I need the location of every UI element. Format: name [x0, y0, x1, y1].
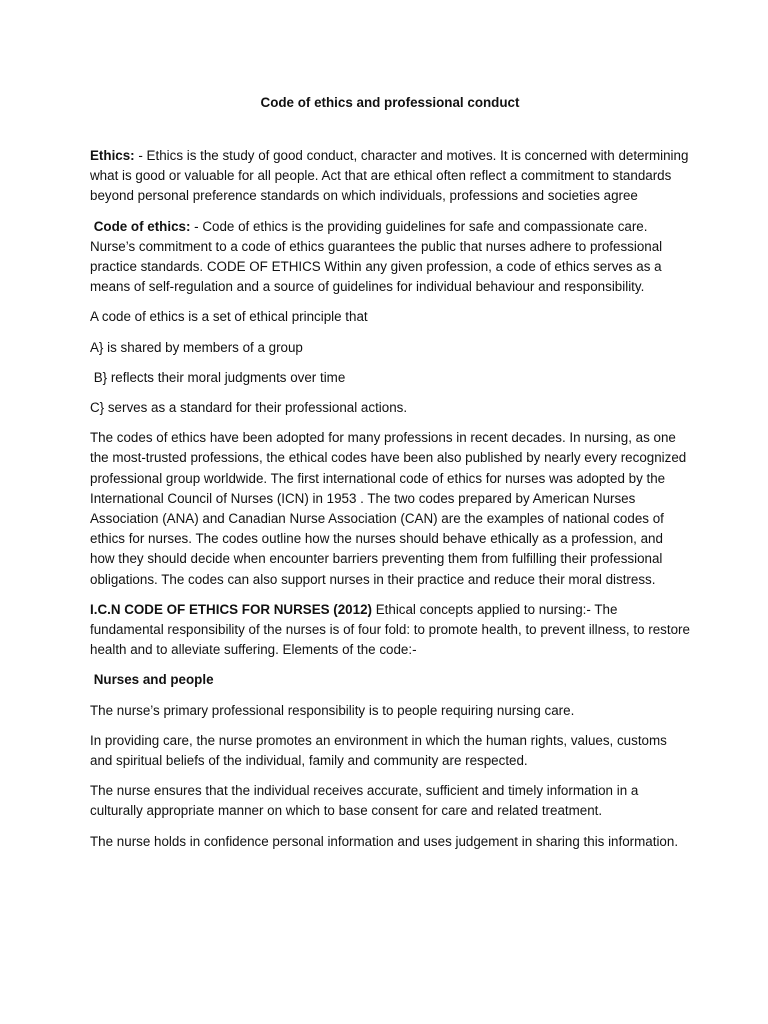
- section-paragraph: The nurse holds in confidence personal information and uses judgement in sharing this information.: [90, 833, 679, 849]
- section-heading: Nurses and people: [90, 672, 214, 688]
- ethics-text: - Ethics is the study of good conduct, character and motives. It is concerned with determining what is good or valuable for all people. Act that are ethical often reflect a commitment to standards beyond personal preference standards on which individuals, professions and societies agree: [90, 148, 689, 204]
- list-item: A} is shared by members of a group: [90, 339, 303, 355]
- document-body: [90, 93, 690, 862]
- ethics-paragraph: [90, 146, 690, 207]
- section-paragraph: The nurse ensures that the individual receives accurate, sufficient and timely information in a culturally appropriate manner on which to base consent for care and related treatment.: [90, 783, 639, 819]
- code-of-ethics-text: - Code of ethics is the providing guidelines for safe and compassionate care. Nurse’s commitment to a code of ethics guarantees the public that nurses adhere to professional practice standards. CODE OF ETHICS Within any given profession, a code of ethics serves as a means of self-regulation and a source of guidelines for individual behaviour and responsibility.: [90, 218, 663, 295]
- section-paragraph: In providing care, the nurse promotes an environment in which the human rights, values, customs and spiritual beliefs of the individual, family and community are respected.: [90, 732, 667, 769]
- list-item: C} serves as a standard for their professional actions.: [90, 400, 408, 416]
- icn-label: I.C.N CODE OF ETHICS FOR NURSES (2012): [90, 601, 372, 617]
- list-item: B} reflects their moral judgments over time: [90, 369, 346, 385]
- code-of-ethics-paragraph: [90, 217, 690, 298]
- codes-paragraph: The codes of ethics have been adopted for many professions in recent decades. In nursing, as one the most-trusted professions, the ethical codes have been also published by nearly every recognized professional group worldwide. The first international code of ethics for nurses was adopted by the International Council of Nurses (ICN) in 1953 . The two codes prepared by American Nurses Association (ANA) and Canadian Nurse Association (CAN) are the examples of national codes of ethics for nurses. The codes outline how the nurses should behave ethically as a profession, and how they should decide when encounter barriers preventing them from fulfilling their professional obligations. The codes can also support nurses in their practice and reduce their moral distress.: [90, 430, 687, 587]
- code-of-ethics-label: Code of ethics:: [90, 218, 191, 234]
- section-paragraph: The nurse’s primary professional responsibility is to people requiring nursing care.: [90, 702, 575, 718]
- icn-text: Ethical concepts applied to nursing:- The fundamental responsibility of the nurses is of four fold: to promote health, to prevent illness, to restore health and to alleviate suffering. Elements of the code:-: [90, 601, 690, 658]
- icn-paragraph: [90, 600, 690, 661]
- document-title: Code of ethics and professional conduct: [260, 95, 520, 110]
- ethics-label: Ethics:: [90, 148, 135, 163]
- set-intro-paragraph: A code of ethics is a set of ethical principle that: [90, 309, 368, 325]
